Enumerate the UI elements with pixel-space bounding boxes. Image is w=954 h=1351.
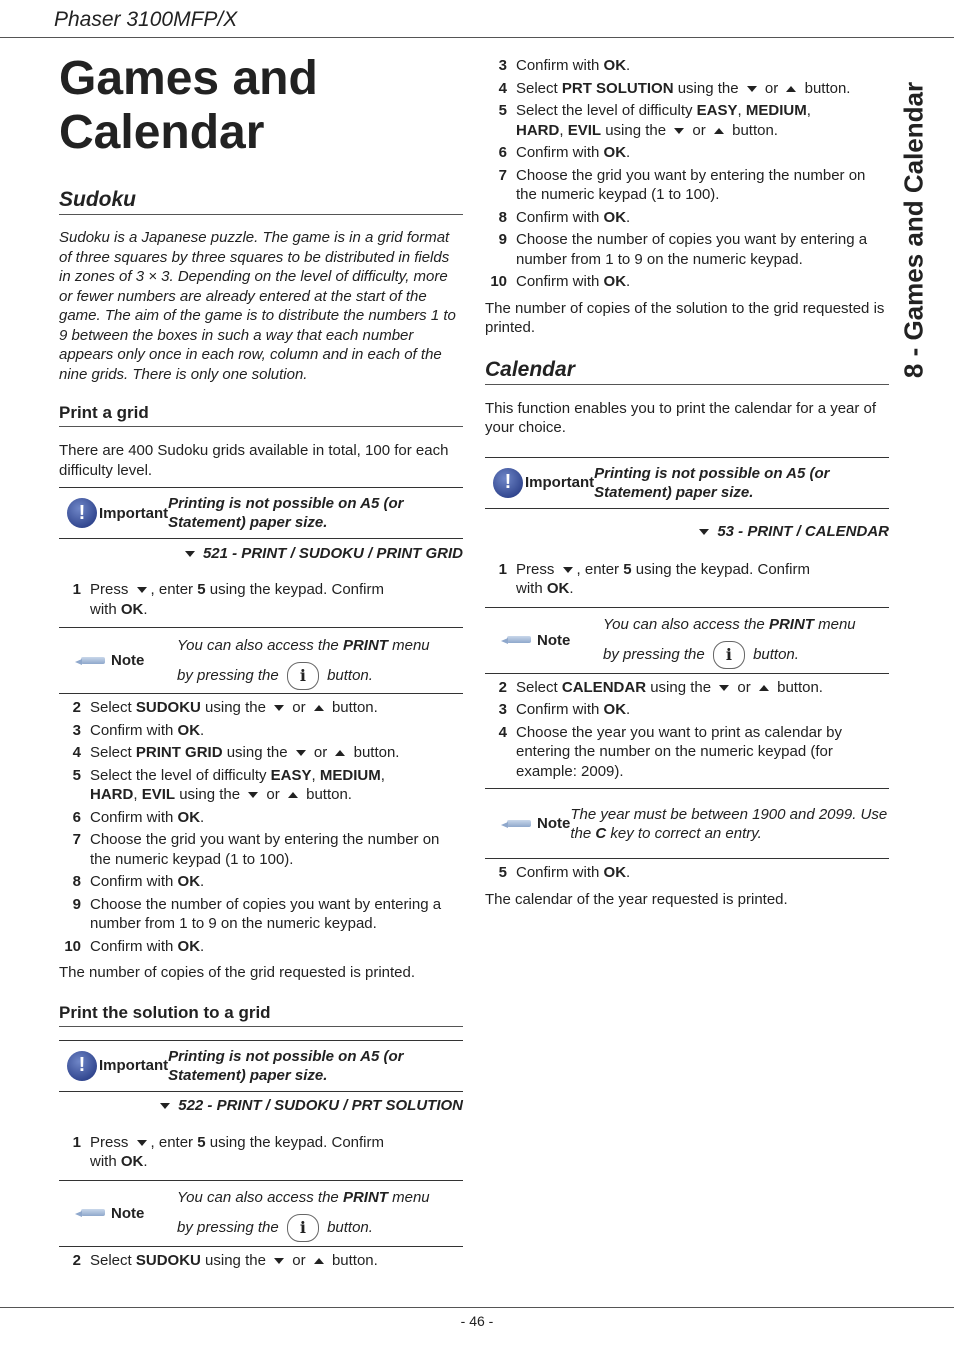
important-label: Important [99,1057,169,1074]
arrow-up-icon [314,705,324,711]
right-column [485,56,889,909]
print-solution-result: The number of copies of the solution to the grid requested is printed. [485,299,885,336]
step: 5 Select the level of difficulty EASY, MEDIUM, HARD, EVIL using the or button. [498,102,811,139]
step: 2 Select SUDOKU using the or button. [72,1251,378,1269]
note-label: Note [537,815,571,832]
arrow-up-icon [335,750,345,756]
step: 5 Confirm with OK. [498,864,631,881]
step: 3 Confirm with OK. [72,721,205,739]
info-button-icon: i [287,1214,319,1242]
arrow-down-icon [248,792,258,798]
important-text: Printing is not possible on A5 (or Statement) paper size. [168,495,404,531]
note-pencil-icon [75,654,107,668]
header-rule [0,37,954,38]
arrow-down-icon [563,567,573,573]
arrow-down-icon [160,1103,170,1109]
note-pencil-icon [501,817,533,831]
arrow-down-icon [274,705,284,711]
calendar-intro: This function enables you to print the calendar for a year of your choice. [485,399,877,436]
arrow-down-icon [719,685,729,691]
step: 1 Press , enter 5 using the keypad. Confirm with OK. [72,1133,384,1170]
note-label: Note [537,631,571,649]
side-tab [892,60,936,400]
step: 8 Confirm with OK. [72,873,205,890]
note-label: Note [111,652,145,669]
step: 4 Choose the year you want to print as calendar by entering the number on the numeric keypad (for example: 2009). [498,723,843,780]
important-icon: ! [67,498,97,528]
note-pencil-icon [501,633,533,647]
step: 2 Select SUDOKU using the or button. [72,699,378,716]
print-grid-intro: There are 400 Sudoku grids available in total, 100 for each difficulty level. [59,442,449,479]
arrow-up-icon [759,685,769,691]
step: 3 Confirm with OK. [498,57,631,74]
note-text: You can also access the PRINT menu by pressing the i button. [177,631,430,691]
step: 8 Confirm with OK. [498,208,631,226]
note-box [485,607,889,674]
page-title: Games and Calendar [59,52,318,159]
note-text: You can also access the PRINT menu by pressing the i button. [177,1183,430,1243]
step: 3 Confirm with OK. [498,701,631,718]
arrow-down-icon [137,1140,147,1146]
arrow-down-icon [185,551,195,557]
important-box [485,457,889,509]
sudoku-heading: Sudoku [59,188,463,215]
header-model: Phaser 3100MFP/X [54,8,238,31]
important-text: Printing is not possible on A5 (or Statement) paper size. [594,464,830,501]
step: 1 Press , enter 5 using the keypad. Confirm with OK. [498,560,810,597]
important-icon: ! [67,1051,97,1081]
note-text: You can also access the PRINT menu by pressing the i button. [603,610,856,670]
step: 6 Confirm with OK. [498,144,631,161]
step: 1 Press , enter 5 using the keypad. Confirm with OK. [72,581,384,618]
note-box [485,788,889,859]
arrow-up-icon [314,1258,324,1264]
menu-path: 522 - PRINT / SUDOKU / PRT SOLUTION [59,1097,463,1114]
arrow-up-icon [786,86,796,92]
step: 2 Select CALENDAR using the or button. [498,678,823,696]
print-solution-heading: Print the solution to a grid [59,1003,463,1027]
side-tab-label: 8 - Games and Calendar [898,81,929,379]
important-label: Important [525,474,595,491]
arrow-down-icon [699,529,709,535]
step: 7 Choose the grid you want by entering the number on the numeric keypad (1 to 100). [72,831,440,868]
important-label: Important [99,504,169,522]
info-button-icon: i [713,641,745,669]
important-text: Printing is not possible on A5 (or Statement) paper size. [168,1047,404,1084]
arrow-down-icon [674,128,684,134]
note-box [59,627,463,694]
print-grid-heading: Print a grid [59,403,463,427]
footer-rule [0,1307,954,1308]
page-number: - 46 - [460,1313,494,1329]
step: 9 Choose the number of copies you want by entering a number from 1 to 9 on the numeric keypad. [72,895,442,932]
step: 6 Confirm with OK. [72,808,205,826]
important-box [59,487,463,539]
sudoku-intro: Sudoku is a Japanese puzzle. The game is in a grid format of three squares by three squares to be distributed in fields in zones of 3 × 3. Depending on the level of difficulty, more or fewer numbers are already entered at the start of the game. The aim of the game is to distribute the numbers 1 to 9 between the boxes in such a way that each number appears only once in each row, column and in each of the nine grids. There is only one solution. [59,229,456,383]
note-pencil-icon [75,1206,107,1220]
arrow-up-icon [714,128,724,134]
step: 7 Choose the grid you want by entering the number on the numeric keypad (1 to 100). [498,166,866,203]
note-box [59,1180,463,1247]
step: 9 Choose the number of copies you want by entering a number from 1 to 9 on the numeric keypad. [498,231,868,268]
arrow-down-icon [296,750,306,756]
step: 4 Select PRINT GRID using the or button. [72,744,400,761]
step: 10 Confirm with OK. [64,937,205,955]
print-grid-result: The number of copies of the grid requested is printed. [59,964,416,981]
step: 10 Confirm with OK. [490,273,631,290]
menu-path: 53 - PRINT / CALENDAR [485,523,889,540]
info-button-icon: i [287,662,319,690]
arrow-up-icon [288,792,298,798]
arrow-down-icon [274,1258,284,1264]
step: 4 Select PRT SOLUTION using the or button. [498,79,851,97]
note-text: The year must be between 1900 and 2099. Use the C key to correct an entry. [570,805,888,842]
arrow-down-icon [137,587,147,593]
menu-path: 521 - PRINT / SUDOKU / PRINT GRID [59,545,463,562]
note-label: Note [111,1204,145,1222]
important-box [59,1040,463,1092]
left-column [59,52,463,1270]
step: 5 Select the level of difficulty EASY, MEDIUM, HARD, EVIL using the or button. [72,766,385,803]
important-icon: ! [493,468,523,498]
calendar-heading: Calendar [485,358,889,385]
calendar-result: The calendar of the year requested is printed. [485,890,788,908]
arrow-down-icon [747,86,757,92]
